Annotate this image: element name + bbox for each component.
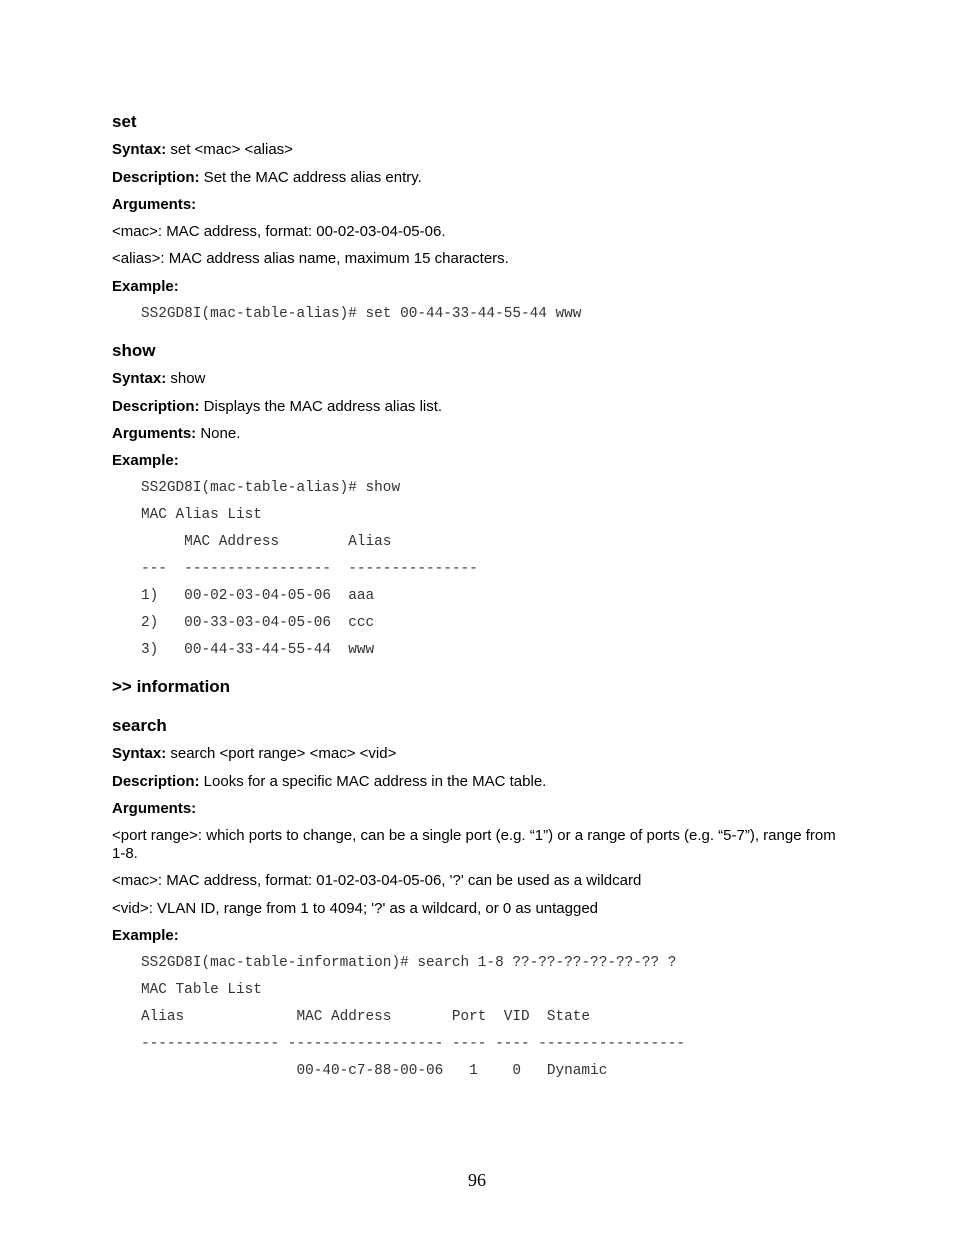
show-syntax-line (112, 370, 205, 388)
syntax-text: set <mac> <alias> (166, 141, 293, 158)
search-example-label: Example: (112, 927, 179, 944)
set-heading: set (112, 112, 137, 131)
syntax-label: Syntax: (112, 745, 167, 762)
arguments-text: None. (196, 425, 241, 442)
set-example-label: Example: (112, 278, 179, 295)
description-label: Description: (112, 773, 200, 790)
code-line: 2) 00-33-03-04-05-06 ccc (141, 615, 375, 631)
description-text: Displays the MAC address alias list. (199, 398, 443, 415)
search-syntax-line (112, 745, 396, 763)
code-line: ---------------- ------------------ ---- ---- ----------------- (141, 1036, 686, 1052)
code-line: SS2GD8I(mac-table-alias)# show (141, 480, 401, 496)
code-line: Alias MAC Address Port VID State (141, 1009, 591, 1025)
information-heading: >> information (112, 677, 231, 696)
code-line: MAC Address Alias (141, 534, 392, 550)
set-arg-alias: <alias>: MAC address alias name, maximum 15 characters. (112, 250, 509, 267)
description-text: Looks for a specific MAC address in the MAC table. (199, 773, 547, 790)
syntax-text: show (166, 370, 206, 387)
code-line: 1) 00-02-03-04-05-06 aaa (141, 588, 375, 604)
syntax-text: search <port range> <mac> <vid> (166, 745, 397, 762)
code-line: 00-40-c7-88-00-06 1 0 Dynamic (141, 1063, 608, 1079)
description-label: Description: (112, 398, 200, 415)
set-arguments-label: Arguments: (112, 196, 197, 213)
search-heading: search (112, 716, 167, 735)
description-text: Set the MAC address alias entry. (199, 169, 422, 186)
syntax-label: Syntax: (112, 370, 167, 387)
code-line: --- ----------------- --------------- (141, 561, 478, 577)
show-description-line (112, 398, 442, 416)
show-heading: show (112, 341, 156, 360)
arguments-label: Arguments: (112, 425, 197, 442)
set-arg-mac: <mac>: MAC address, format: 00-02-03-04-05-06. (112, 223, 446, 240)
search-arg-vid: <vid>: VLAN ID, range from 1 to 4094; '?' as a wildcard, or 0 as untagged (112, 900, 599, 917)
search-description-line (112, 773, 546, 791)
syntax-label: Syntax: (112, 141, 167, 158)
search-arg-mac: <mac>: MAC address, format: 01-02-03-04-05-06, '?' can be used as a wildcard (112, 872, 642, 889)
search-arguments-label: Arguments: (112, 800, 197, 817)
set-syntax-line (112, 141, 293, 159)
search-arg-port-range: <port range>: which ports to change, can be a single port (e.g. “1”) or a range of ports (e.g. “5-7”), range from 1-8. (112, 827, 836, 862)
show-arguments-line (112, 425, 240, 443)
set-code-line: SS2GD8I(mac-table-alias)# set 00-44-33-44-55-44 www (141, 306, 582, 322)
page-number: 96 (468, 1170, 486, 1190)
code-line: MAC Alias List (141, 507, 262, 523)
description-label: Description: (112, 169, 200, 186)
set-description-line (112, 169, 422, 187)
code-line: 3) 00-44-33-44-55-44 www (141, 642, 375, 658)
code-line: MAC Table List (141, 982, 262, 998)
show-example-label: Example: (112, 452, 179, 469)
code-line: SS2GD8I(mac-table-information)# search 1-8 ??-??-??-??-??-?? ? (141, 955, 677, 971)
